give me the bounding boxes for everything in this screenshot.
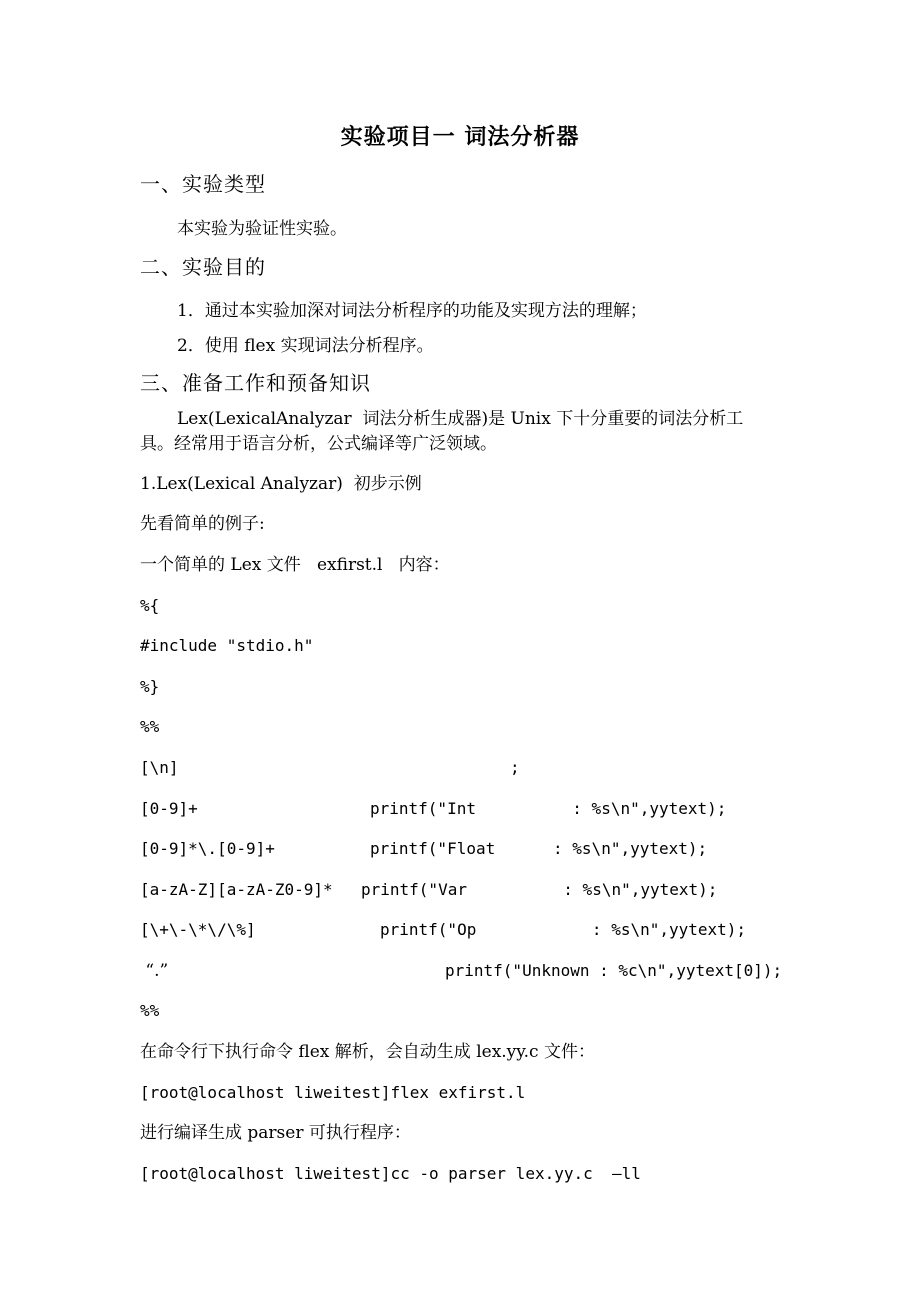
page-title: 实验项目一 词法分析器 — [340, 124, 580, 150]
section-heading-type: 一、实验类型 — [140, 172, 266, 196]
section-heading-purpose: 二、实验目的 — [140, 255, 266, 279]
code-line-include: #include "stdio.h" — [140, 636, 314, 655]
prep-paragraph-line-1: Lex(LexicalAnalyzar 词法分析生成器)是 Unix 下十分重要的词法分析工 — [177, 409, 744, 429]
purpose-item-2: 2．使用 flex 实现词法分析程序。 — [177, 336, 434, 356]
rule-action: printf("Unknown : %c\n",yytext[0]); — [445, 961, 783, 980]
compile-command: [root@localhost liweitest]cc -o parser lex.yy.c –ll — [140, 1164, 641, 1183]
rule-pattern: [0-9]+ — [140, 799, 198, 818]
rule-action: printf("Var : %s\n",yytext); — [361, 880, 718, 899]
prep-paragraph-line-2: 具。经常用于语言分析，公式编译等广泛领域。 — [140, 434, 497, 454]
compile-intro: 进行编译生成 parser 可执行程序： — [140, 1123, 411, 1143]
example-intro: 先看简单的例子: — [140, 514, 265, 534]
lex-file-line: 一个简单的 Lex 文件 exfirst.l 内容： — [140, 555, 450, 575]
rule-action: printf("Op : %s\n",yytext); — [380, 920, 747, 939]
flex-command-intro: 在命令行下执行命令 flex 解析，会自动生成 lex.yy.c 文件： — [140, 1042, 595, 1062]
rule-action: printf("Float : %s\n",yytext); — [370, 839, 708, 858]
code-line-open-brace: %{ — [140, 596, 160, 615]
code-line-rules-start: %% — [140, 717, 160, 736]
rule-pattern: [0-9]*\.[0-9]+ — [140, 839, 275, 858]
code-line-close-brace: %} — [140, 677, 160, 696]
rule-pattern: “.” — [140, 961, 169, 981]
rule-pattern: [\+\-\*\/\%] — [140, 920, 256, 939]
sub-heading-lex-example: 1.Lex(Lexical Analyzar) 初步示例 — [140, 474, 422, 494]
rule-pattern: [a-zA-Z][a-zA-Z0-9]* — [140, 880, 333, 899]
code-line-rules-end: %% — [140, 1001, 160, 1020]
section-body-type: 本实验为验证性实验。 — [177, 219, 347, 239]
rule-pattern: [\n] — [140, 758, 179, 777]
flex-command: [root@localhost liweitest]flex exfirst.l — [140, 1083, 526, 1102]
rule-action: printf("Int : %s\n",yytext); — [370, 799, 727, 818]
purpose-item-1: 1．通过本实验加深对词法分析程序的功能及实现方法的理解； — [177, 301, 647, 321]
section-heading-prep: 三、准备工作和预备知识 — [140, 371, 371, 395]
rule-action: ; — [510, 758, 520, 777]
